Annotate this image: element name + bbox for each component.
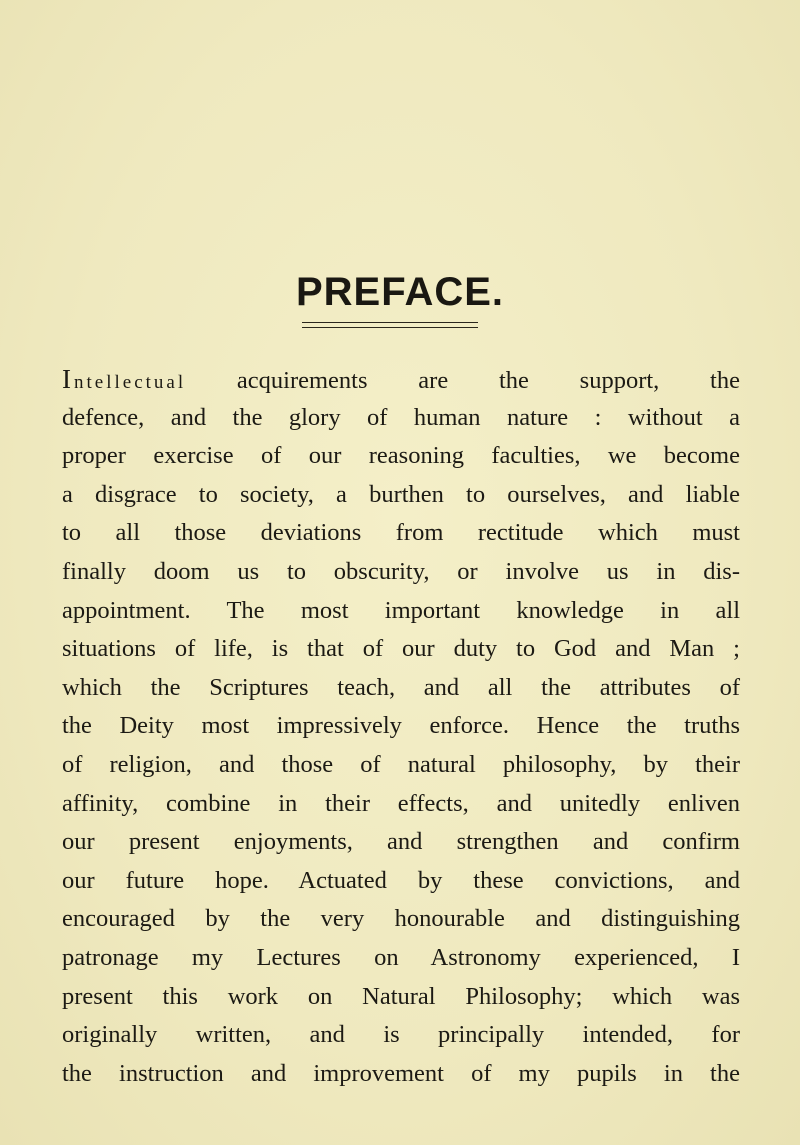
text-line-1 [62,360,740,399]
text-line-16: patronage my Lectures on Astronomy experienced, I [62,943,740,971]
text-line-5: to all those deviations from rectitude which must [62,519,740,547]
text-line-8: situations of life, is that of our duty to God and Man ; [62,635,740,663]
text-line-7: appointment. The most important knowledge in all [62,596,740,624]
text-line-13: our present enjoyments, and strengthen and confirm [62,828,740,856]
text-line-18: originally written, and is principally intended, for [62,1021,740,1049]
page-title: PREFACE. [295,270,505,314]
lead-word [62,364,187,394]
preface-body [62,360,740,1093]
text-line-6: finally doom us to obscurity, or involve us in dis- [62,557,740,585]
text-line-4: a disgrace to society, a burthen to ourselves, and liable [62,480,740,508]
title-double-rule [302,322,478,328]
lead-small-caps: ntellectual [74,372,187,393]
lead-initial: I [62,364,74,394]
text-line-11: of religion, and those of natural philosophy, by their [62,750,740,778]
text-line-9: which the Scriptures teach, and all the attributes of [62,673,740,701]
text-line-14: our future hope. Actuated by these convictions, and [62,866,740,894]
text-line-2: defence, and the glory of human nature : without a [62,403,740,431]
text-line-19: the instruction and improvement of my pupils in the [62,1059,740,1087]
text-line-15: encouraged by the very honourable and distinguishing [62,905,740,933]
text-line-10: the Deity most impressively enforce. Hence the truths [62,712,740,740]
text-line-17: present this work on Natural Philosophy; which was [62,982,740,1010]
text-line-1-rest: acquirements are the support, the [186,367,740,394]
text-line-12: affinity, combine in their effects, and unitedly enliven [62,789,740,817]
text-line-3: proper exercise of our reasoning faculties, we become [62,442,740,470]
